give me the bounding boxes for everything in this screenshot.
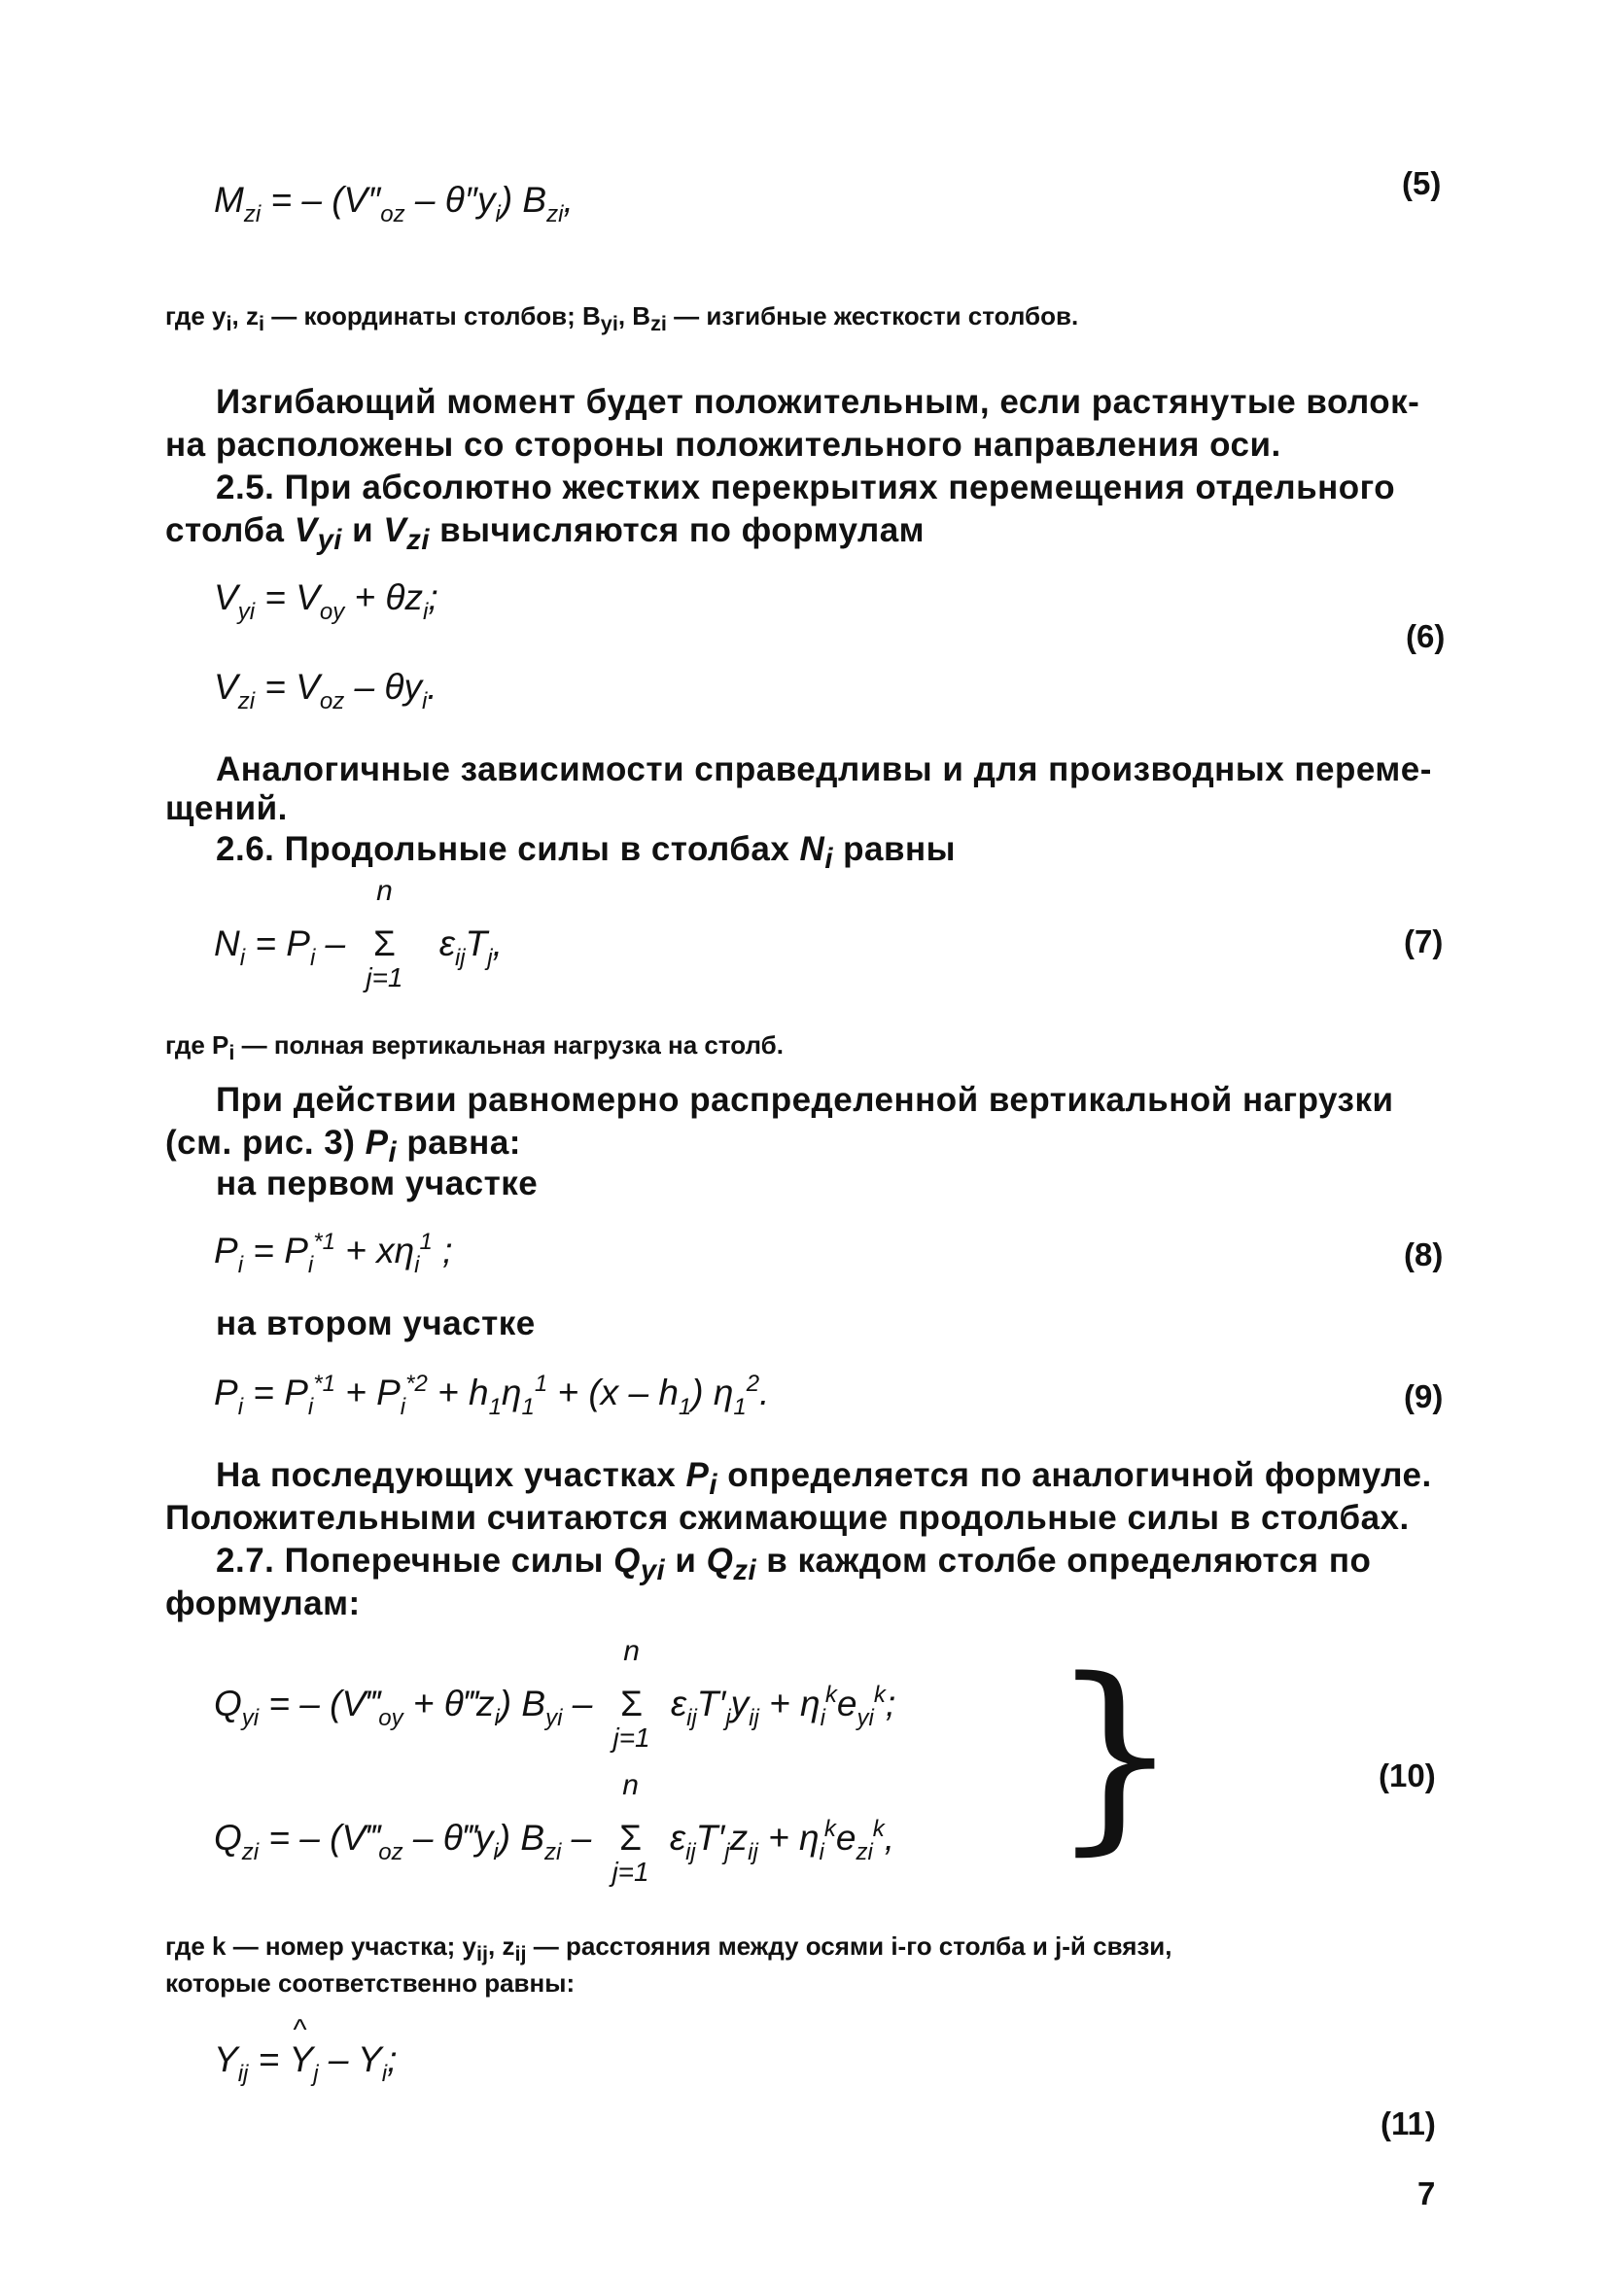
equation-number-8: (8) bbox=[1404, 1236, 1444, 1272]
equation-number-7: (7) bbox=[1404, 923, 1444, 959]
formula-10b-right: $\varepsilon_{ij}T'_jz_{ij} + \eta_i^ke_{zi}^k$, bbox=[669, 1816, 895, 1865]
paragraph-bending-moment-line2: на расположены со стороны положительного направления оси. bbox=[165, 426, 1281, 464]
formula-11-left: $Y_{ij}$ = bbox=[214, 2039, 290, 2087]
section-2-6: 2.6. Продольные силы в столбах $N_i$ равны bbox=[216, 830, 957, 875]
sigma-sum-10b bbox=[602, 1769, 660, 1887]
paragraph-first-segment: на первом участке bbox=[216, 1165, 539, 1202]
formula-6a: $V_{yi} = V_{oy} + \theta z_i$; bbox=[214, 577, 438, 625]
section-2-5-line2: столба $V_{yi}$ и $V_{zi}$ вычисляются по формулам bbox=[165, 511, 926, 556]
equation-number-11: (11) bbox=[1381, 2105, 1436, 2141]
section-2-5-line1: 2.5. При абсолютно жестких перекрытиях перемещения отдельного bbox=[216, 469, 1396, 506]
sigma-lower-10a: j=1 bbox=[612, 1722, 650, 1753]
formula-10a-right: $\varepsilon_{ij}T'_jy_{ij} + \eta_i^ke_{yi}^k$; bbox=[670, 1682, 896, 1731]
where-segment-number-line2: которые соответственно равны: bbox=[165, 1968, 576, 1998]
formula-9: $P_i = P_i^{*1} + P_i^{*2} + h_1\eta_1^1 + (x - h_1)$ $\eta_1^2$. bbox=[214, 1371, 770, 1420]
paragraph-second-segment: на втором участке bbox=[216, 1305, 536, 1342]
section-2-7-line1: 2.7. Поперечные силы $Q_{yi}$ и $Q_{zi}$ в каждом столбе определяются по bbox=[216, 1542, 1372, 1586]
formula-10a-left: $Q_{yi}$ = – ($V‴_{oy}$ + $\theta‴z_i$) $B_{yi}$ – bbox=[214, 1684, 593, 1731]
page-number: 7 bbox=[1417, 2175, 1436, 2211]
sigma-symbol-10b: Σ bbox=[619, 1818, 642, 1858]
equation-number-10: (10) bbox=[1379, 1757, 1436, 1793]
paragraph-analogous-line2: щений. bbox=[165, 789, 288, 827]
sigma-lower-10b: j=1 bbox=[612, 1857, 649, 1887]
equation-number-9: (9) bbox=[1404, 1378, 1444, 1414]
sigma-upper-10b: n bbox=[622, 1769, 639, 1801]
section-2-7-line2: формулам: bbox=[165, 1584, 361, 1622]
equation-number-5: (5) bbox=[1402, 165, 1442, 201]
paragraph-subsequent-line1: На последующих участках $P_i$ определяется по аналогичной формуле. bbox=[216, 1456, 1432, 1501]
formula-7-left: $N_i = P_i$ – bbox=[214, 923, 346, 971]
where-segment-number-line1: где k — номер участка; $y_{ij}$, $z_{ij}$ — расстояния между осями i-го столба и j-й связи, bbox=[165, 1931, 1172, 1966]
sigma-symbol: Σ bbox=[372, 923, 396, 963]
formula-5: $M_{zi}$ = – $(V''_{oz} - \theta''y_i)$ $B_{zi}$, bbox=[214, 180, 574, 227]
sigma-upper: n bbox=[376, 875, 393, 907]
formula-7-right: $\varepsilon_{ij}T_j$, bbox=[438, 923, 503, 971]
paragraph-subsequent-line2: Положительными считаются сжимающие продольные силы в столбах. bbox=[165, 1499, 1410, 1537]
formula-11 bbox=[214, 2039, 397, 2088]
where-full-load: где $P_i$ — полная вертикальная нагрузка на столб. bbox=[165, 1030, 784, 1065]
paragraph-uniform-load-line1: При действии равномерно распределенной вертикальной нагрузки bbox=[216, 1081, 1394, 1119]
formula-8: $P_i = P_i^{*1} + x\eta_i^1$ ; bbox=[214, 1229, 453, 1278]
where-coordinates: где $y_i$, $z_i$ — координаты столбов; $B_{yi}$, $B_{zi}$ — изгибные жесткости столбов. bbox=[165, 301, 1079, 336]
sigma-upper-10a: n bbox=[623, 1635, 640, 1667]
formula-11-right: $_j - Y_i$; bbox=[313, 2039, 398, 2087]
sigma-sum-10a bbox=[603, 1635, 661, 1753]
formula-10a bbox=[214, 1635, 896, 1753]
paragraph-analogous-line1: Аналогичные зависимости справедливы и для производных переме- bbox=[216, 750, 1432, 788]
formula-7 bbox=[214, 875, 503, 992]
sigma-sum bbox=[355, 875, 413, 992]
formula-6b: $V_{zi} = V_{oz} - \theta y_i$. bbox=[214, 667, 437, 714]
paragraph-bending-moment-line1: Изгибающий момент будет положительным, если растянутые волок- bbox=[216, 383, 1420, 421]
sigma-symbol-10a: Σ bbox=[620, 1684, 643, 1723]
formula-10b-left: $Q_{zi}$ = – ($V‴_{oz}$ – $\theta‴y_i$) $B_{zi}$ – bbox=[214, 1818, 592, 1865]
hat-y: ^ Y bbox=[290, 2039, 314, 2080]
paragraph-uniform-load-line2: (см. рис. 3) $P_i$ равна: bbox=[165, 1124, 521, 1168]
right-brace: } bbox=[1050, 1635, 1180, 1873]
sigma-lower: j=1 bbox=[366, 962, 403, 992]
formula-10b bbox=[214, 1769, 895, 1887]
equation-number-6: (6) bbox=[1406, 618, 1446, 654]
